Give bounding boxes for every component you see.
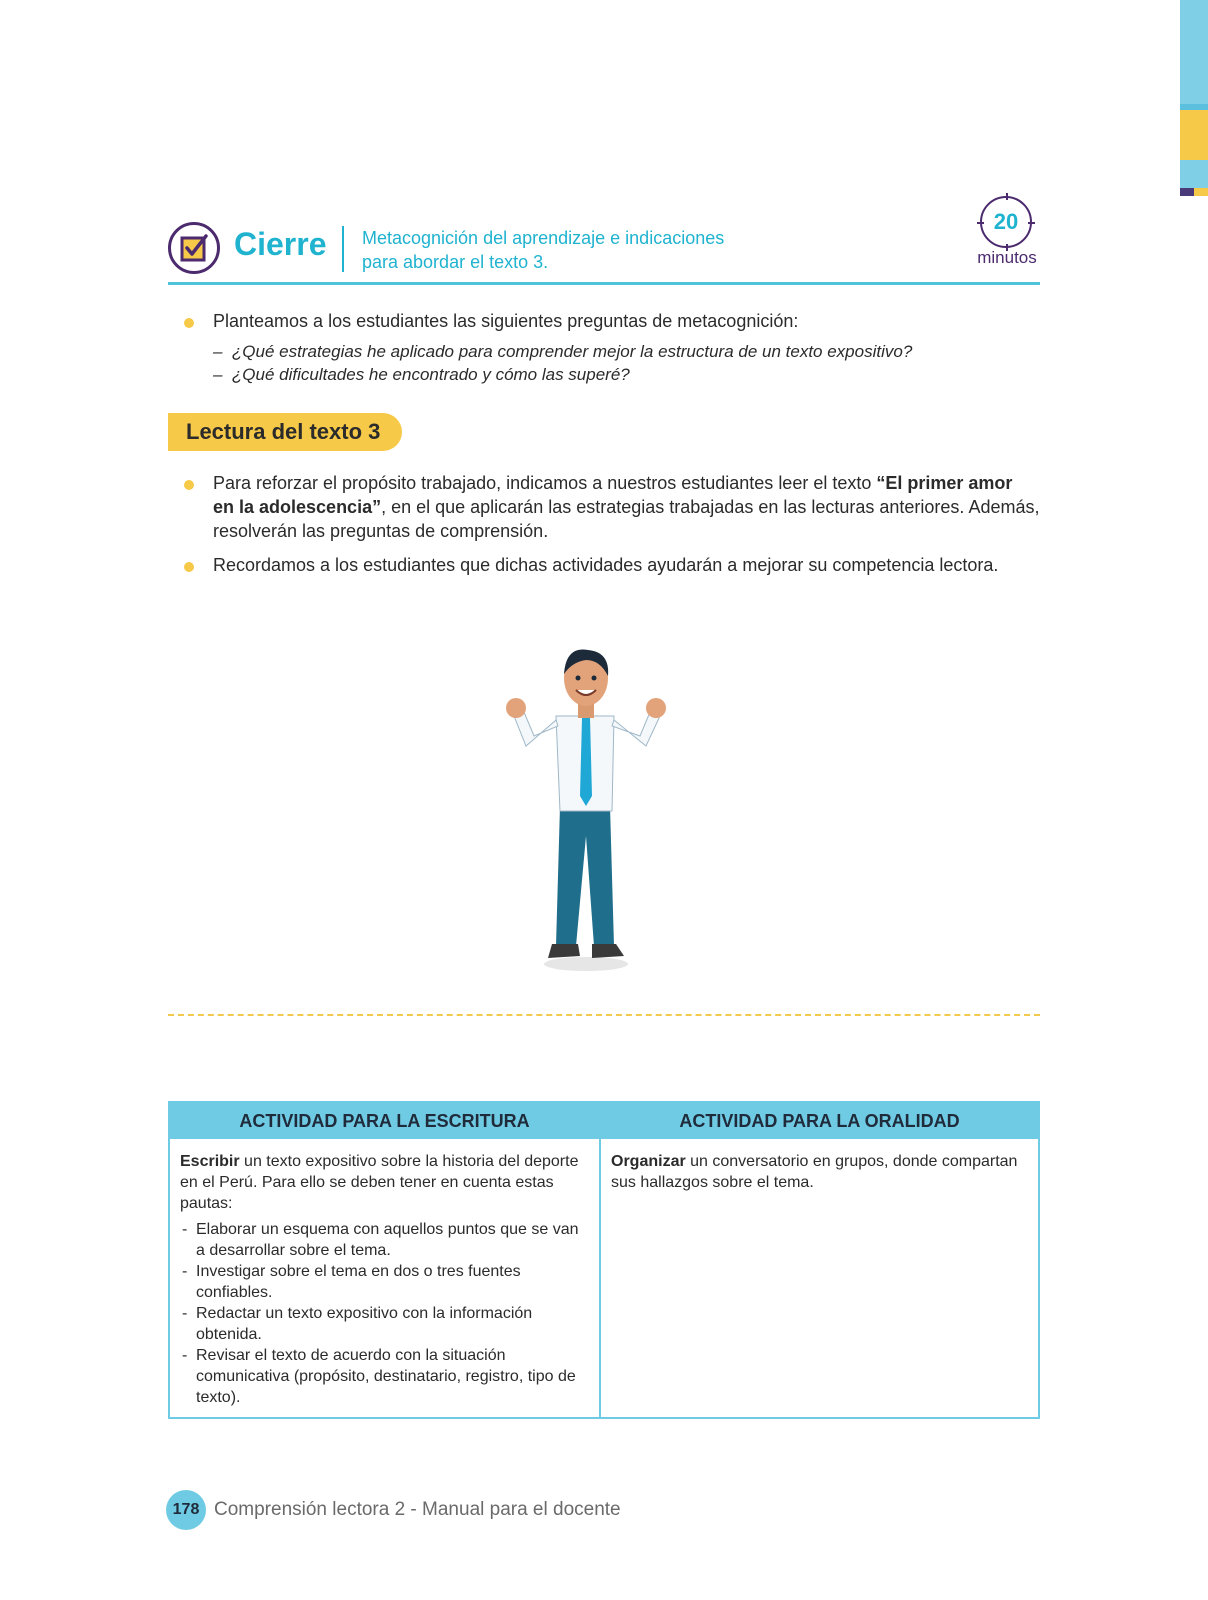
page-number: 178 [166,1490,206,1530]
oral-verb: Organizar [611,1153,686,1170]
writing-activity-header: ACTIVIDAD PARA LA ESCRITURA [170,1103,599,1139]
reading-section-title: Lectura del texto 3 [186,419,381,444]
question-text: ¿Qué dificultades he encontrado y cómo las superé? [231,365,630,384]
reading-bullet-1 [213,471,1043,543]
reading-title-bold: “El primer amor [876,473,1013,493]
list-item: - Elaborar un esquema con aquellos puntos que se van a desarrollar sobre el tema. [180,1219,585,1261]
reading-bullet-1-line3: resolverán las preguntas de comprensión. [213,521,549,541]
bullet-icon [184,318,194,328]
edge-tab-blue-lower [1180,160,1208,188]
activities-table [168,1101,1040,1419]
column-divider [599,1103,601,1417]
question-text: ¿Qué estrategias he aplicado para comprender mejor la estructura de un texto expositivo? [231,342,913,361]
section-header [168,196,1040,288]
list-item: - Revisar el texto de acuerdo con la situación comunicativa (propósito, destinatario, registro, tipo de texto). [180,1345,585,1408]
section-description-line2: para abordar el texto 3. [362,252,549,272]
list-item: - Investigar sobre el tema en dos o tres fuentes confiables. [180,1261,585,1303]
header-underline [168,282,1040,285]
timer-icon [980,196,1032,248]
section-title: Cierre [234,226,327,262]
oral-text: un conversatorio en grupos, donde compartan sus hallazgos sobre el tema. [611,1153,1018,1191]
section-divider [168,1014,1040,1016]
metacognition-question-1: – ¿Qué estrategias he aplicado para comprender mejor la estructura de un texto expositivo? [213,342,913,361]
writing-verb: Escribir [180,1153,240,1170]
checkbox-icon [168,222,220,274]
reading-bullet-1-line2 [213,495,1043,519]
writing-activity-intro [180,1151,585,1214]
list-item: - Redactar un texto expositivo con la información obtenida. [180,1303,585,1345]
edge-tab-yellow-mark [1194,188,1208,196]
reading-bullet-2: Recordamos a los estudiantes que dichas actividades ayudarán a mejorar su competencia lectora. [213,555,999,575]
timer-value: 20 [993,209,1019,234]
section-description [362,226,724,274]
bullet-icon [184,562,194,572]
edge-tab-purple-mark [1180,188,1194,196]
oral-activity-header: ACTIVIDAD PARA LA ORALIDAD [601,1103,1038,1139]
edge-tab-blue [1180,0,1208,104]
writing-text: un texto expositivo sobre la historia del deporte en el Perú. Para ello se deben tener en cuenta estas pautas: [180,1153,579,1212]
reading-bullet-1-line1 [213,471,1043,495]
timer-unit: minutos [977,248,1037,267]
header-divider [342,226,344,272]
metacognition-question-2: – ¿Qué dificultades he encontrado y cómo las superé? [213,365,630,384]
metacognition-intro: Planteamos a los estudiantes las siguientes preguntas de metacognición: [213,311,799,331]
oral-activity-cell [611,1151,1021,1193]
section-description-line1: Metacognición del aprendizaje e indicaciones [362,228,725,248]
text-span: , en el que aplicarán las estrategias trabajadas en las lecturas anteriores. Además, [381,497,1040,517]
teacher-illustration [496,646,686,976]
edge-tab-yellow [1180,110,1208,160]
writing-steps-list [180,1219,585,1408]
reading-title-bold-2: en la adolescencia” [213,497,382,517]
text-span: Para reforzar el propósito trabajado, indicamos a nuestros estudiantes leer el texto [213,473,877,493]
writing-activity-cell [180,1151,585,1408]
bullet-icon [184,480,194,490]
book-title: Comprensión lectora 2 - Manual para el docente [214,1499,621,1520]
